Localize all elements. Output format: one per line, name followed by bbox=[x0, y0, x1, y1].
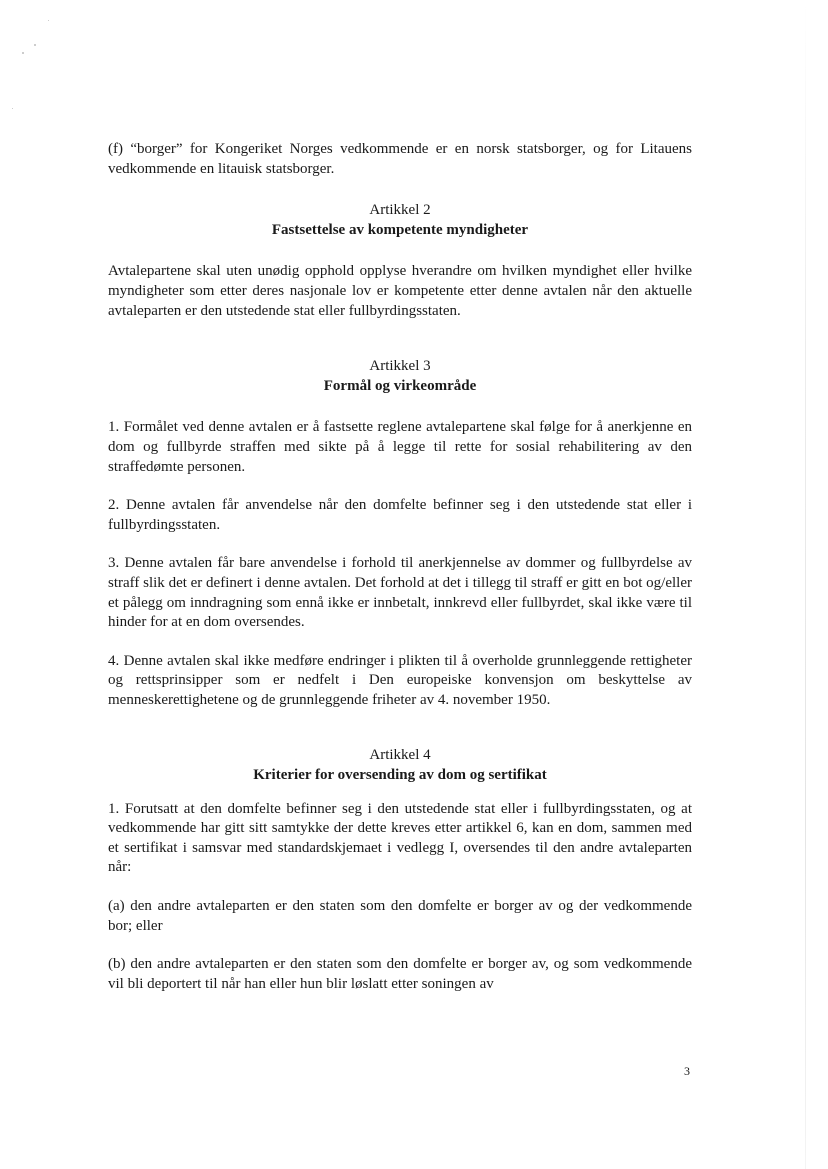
article-title: Kriterier for oversending av dom og sertifikat bbox=[253, 767, 547, 784]
article-3-paragraph-4: 4. Denne avtalen skal ikke medføre endringer i plikten til å overholde grunnleggende rettigheter og rettsprinsipper som er nedfelt i Den europeiske konvensjon om beskyttelse av menneskerettighetene og de grunnleggende friheter av 4. november 1950. bbox=[108, 652, 692, 708]
article-3-paragraph-3: 3. Denne avtalen får bare anvendelse i forhold til anerkjennelse av dommer og fullbyrdelse av straff slik det er definert i denne avtalen. Det forhold at det i tillegg til straff er gitt en bot og/eller et pålegg om inndragning som ennå ikke er innbetalt, innkrevd eller fullbyrdet, skal ikke være til hinder for at en dom oversendes. bbox=[108, 555, 692, 631]
article-title: Fastsettelse av kompetente myndigheter bbox=[271, 221, 529, 238]
article-2-heading bbox=[108, 201, 692, 240]
document-page bbox=[108, 140, 692, 1013]
article-4-item-b: (b) den andre avtaleparten er den staten som den domfelte er borger av, og som vedkommende vil bli deportert til når han eller hun blir løslatt etter soningen av bbox=[108, 956, 692, 992]
page-number: 3 bbox=[684, 1064, 690, 1078]
article-2-paragraph: Avtalepartene skal uten unødig opphold opplyse hverandre om hvilken myndighet eller hvilke myndigheter som etter deres nasjonale lov er kompetente etter denne avtalen når den aktuelle avtaleparten er den utstedende stat eller fullbyrdingsstaten. bbox=[108, 263, 692, 319]
article-title: Formål og virkeområde bbox=[323, 377, 477, 394]
article-4-item-a: (a) den andre avtaleparten er den staten som den domfelte er borger av og der vedkommende bor; eller bbox=[108, 898, 692, 934]
article-3-paragraph-2: 2. Denne avtalen får anvendelse når den domfelte befinner seg i den utstedende stat eller i fullbyrdingsstaten. bbox=[108, 497, 692, 533]
article-number: Artikkel 3 bbox=[369, 358, 431, 375]
article-4-heading bbox=[108, 746, 692, 785]
scan-speck bbox=[12, 108, 13, 109]
article-number: Artikkel 4 bbox=[369, 747, 431, 764]
scan-speck bbox=[22, 52, 24, 54]
article-number: Artikkel 2 bbox=[369, 202, 431, 219]
article-3-heading bbox=[108, 357, 692, 396]
scan-speck bbox=[48, 20, 49, 21]
article-4-paragraph-1: 1. Forutsatt at den domfelte befinner seg i den utstedende stat eller i fullbyrdingsstaten, og at vedkommende har gitt sitt samtykke der dette kreves etter artikkel 6, kan en dom, sammen med et sertifikat i samsvar med standardskjemaet i vedlegg I, oversendes til den andre avtaleparten når: bbox=[108, 800, 692, 876]
scan-edge-shadow bbox=[805, 0, 806, 1169]
article-3-paragraph-1: 1. Formålet ved denne avtalen er å fastsette reglene avtalepartene skal følge for å anerkjenne en dom og fullbyrde straffen med sikte på å legge til rette for sosial rehabilitering av den straffedømte personen. bbox=[108, 419, 692, 475]
definition-paragraph-f: (f) “borger” for Kongeriket Norges vedkommende er en norsk statsborger, og for Litauens vedkommende en litauisk statsborger. bbox=[108, 141, 692, 177]
scan-speck bbox=[34, 44, 36, 46]
